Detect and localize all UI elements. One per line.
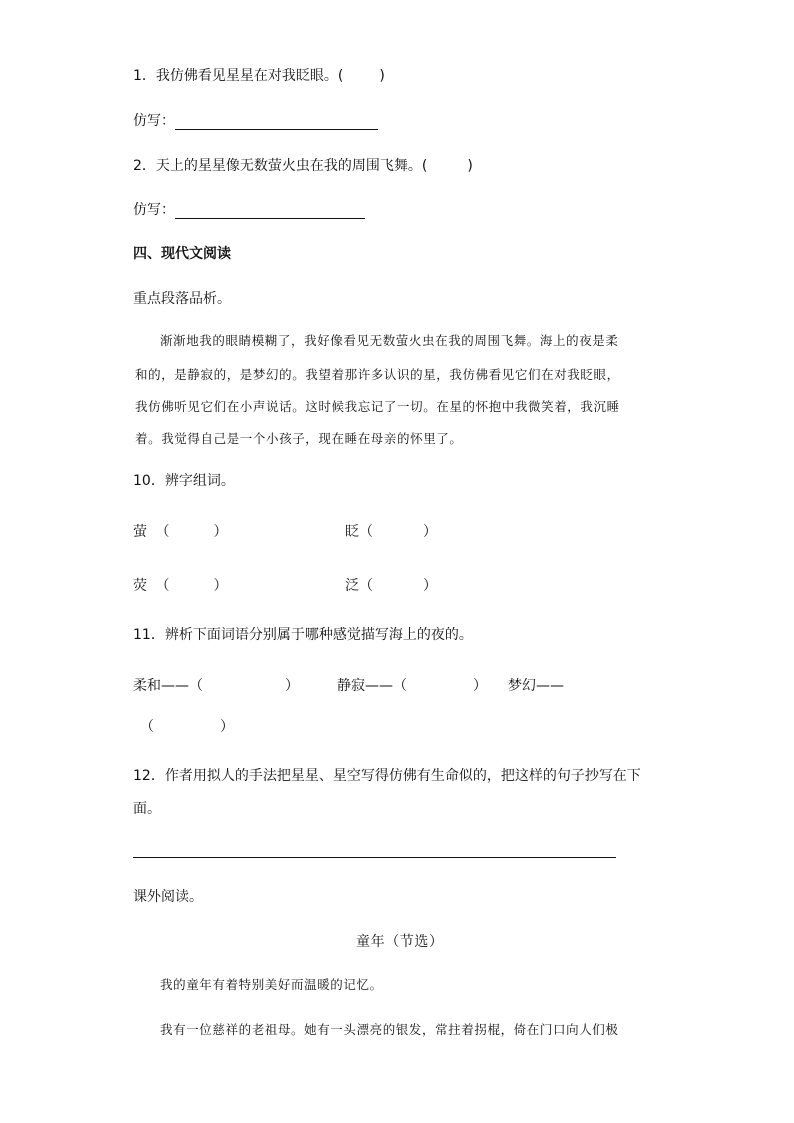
extra-reading-title: 童年（节选） xyxy=(356,934,444,950)
copy-blank-2[interactable] xyxy=(175,204,365,219)
question-1-text: 1．我仿佛看见星星在对我眨眼。 xyxy=(133,68,338,84)
sense-item-3: 梦幻—— xyxy=(508,678,564,694)
passage-intro: 重点段落品析。 xyxy=(133,291,231,307)
question-12-line: 面。 xyxy=(133,801,161,817)
word-item: 泛（ ） xyxy=(345,578,437,594)
word-char: 眨 xyxy=(345,524,359,540)
copy-line-2 xyxy=(133,201,365,219)
sense-item-2: 静寂——（ ） xyxy=(337,678,487,694)
question-1: 1．我仿佛看见星星在对我眨眼。( ) xyxy=(133,68,385,84)
answer-line[interactable] xyxy=(133,857,616,858)
question-2-text: 2．天上的星星像无数萤火虫在我的周围飞舞。 xyxy=(133,158,422,174)
extra-reading-label: 课外阅读。 xyxy=(133,889,203,905)
word-item: 萤 （ ） xyxy=(133,524,228,540)
question-2: 2．天上的星星像无数萤火虫在我的周围飞舞。( ) xyxy=(133,158,473,174)
word-char: 荧 xyxy=(133,578,147,594)
copy-label: 仿写： xyxy=(133,202,175,218)
passage-line: 和的，是静寂的，是梦幻的。我望着那许多认识的星，我仿佛看见它们在对我眨眼， xyxy=(135,367,620,382)
sense-item-1: 柔和——（ ） xyxy=(133,678,299,694)
extra-paragraph: 我的童年有着特别美好而温暖的记忆。 xyxy=(160,977,383,992)
word-item: 荧 （ ） xyxy=(133,578,228,594)
copy-label: 仿写： xyxy=(133,113,175,129)
passage-line: 着。我觉得自己是一个小孩子，现在睡在母亲的怀里了。 xyxy=(135,431,463,446)
section-title: 四、现代文阅读 xyxy=(133,246,231,262)
passage-line: 渐渐地我的眼睛模糊了，我好像看见无数萤火虫在我的周围飞舞。海上的夜是柔 xyxy=(160,333,619,348)
question-12-line: 12．作者用拟人的手法把星星、星空写得仿佛有生命似的，把这样的句子抄写在下 xyxy=(133,768,641,784)
word-char: 泛 xyxy=(345,578,359,594)
question-11-title: 11．辨析下面词语分别属于哪种感觉描写海上的夜的。 xyxy=(133,627,473,643)
extra-paragraph: 我有一位慈祥的老祖母。她有一头漂亮的银发，常拄着拐棍，倚在门口向人们极 xyxy=(160,1022,619,1037)
sense-item-3-blank: （ ） xyxy=(140,719,234,735)
question-10-title: 10．辨字组词。 xyxy=(133,473,235,489)
word-char: 萤 xyxy=(133,524,147,540)
passage-line: 我仿佛听见它们在小声说话。这时候我忘记了一切。在星的怀抱中我微笑着，我沉睡 xyxy=(135,399,620,414)
copy-line-1 xyxy=(133,112,378,130)
word-item: 眨（ ） xyxy=(345,524,437,540)
copy-blank-1[interactable] xyxy=(175,115,378,130)
